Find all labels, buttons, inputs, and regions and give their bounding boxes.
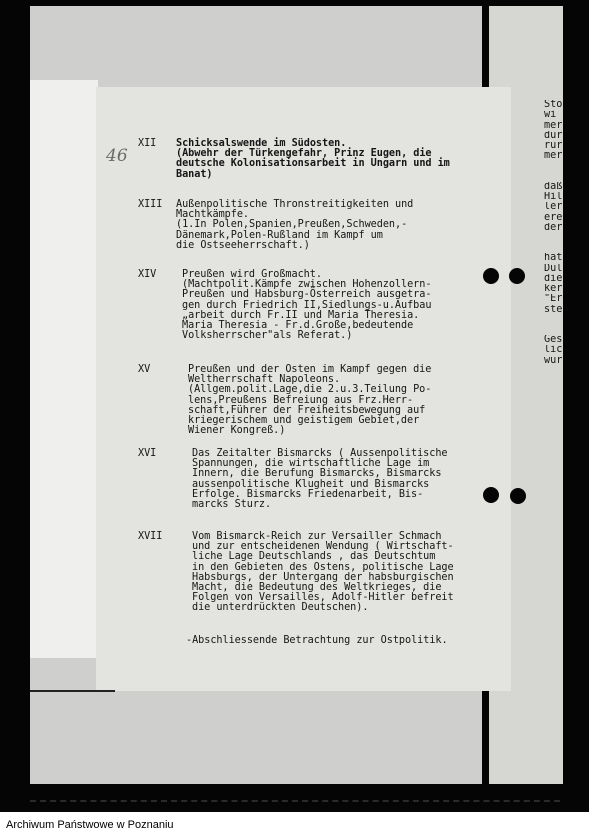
page-number: 46 <box>106 146 128 166</box>
section-numeral: XII <box>138 138 157 149</box>
section-line: marcks Sturz. <box>192 499 272 511</box>
section-line: Wiener Kongreß.) <box>188 425 286 437</box>
edge-line <box>544 162 584 182</box>
edge-line: mer <box>544 151 563 162</box>
section-line: Preußen wird Großmacht. <box>182 269 322 280</box>
edge-line: Hil <box>544 192 563 203</box>
paper-margin <box>30 80 98 658</box>
closing-text: -Abschliessende Betrachtung zur Ostpolitik. <box>186 635 448 646</box>
section-line: Volksherrscher"als Referat.) <box>182 330 353 342</box>
section-line: Das Zeitalter Bismarcks ( Aussenpolitische <box>192 448 448 459</box>
section-line: und zur entscheidenen Wendung ( Wirtschaft- <box>192 541 454 553</box>
section-line: Maria Theresia - Fr.d.Große,bedeutende <box>182 320 414 332</box>
section-line: (1.In Polen,Spanien,Preußen,Schweden,- <box>176 219 408 231</box>
section-line: (Abwehr der Türkengefahr, Prinz Eugen, die <box>176 148 432 160</box>
edge-line: "Er <box>544 294 563 305</box>
section-line: in den Gebieten des Ostens, politische Lage <box>192 561 454 573</box>
film-border <box>30 800 560 805</box>
section-line: aussenpolitische Klugheit und Bismarcks <box>192 478 430 490</box>
paper-crease <box>30 690 115 692</box>
section-line: Erfolge. Bismarcks Friedenarbeit, Bis- <box>192 488 424 500</box>
section-numeral: XIV <box>138 269 157 280</box>
edge-line: rur <box>544 141 563 152</box>
closing-line <box>186 636 448 646</box>
section-line: Macht, die Bedeutung des Weltkrieges, die <box>192 582 442 594</box>
edge-line: Dul <box>544 263 563 274</box>
edge-line: hat <box>544 253 563 264</box>
section-line: Spannungen, die wirtschaftliche Lage im <box>192 458 430 470</box>
edge-line: Ges <box>544 335 563 346</box>
section-line: die unterdrückten Deutschen). <box>192 602 369 614</box>
section-line: Außenpolitische Thronstreitigkeiten und <box>176 199 414 210</box>
edge-line: ler <box>544 202 563 213</box>
section-line: Banat) <box>176 168 213 180</box>
section-line: Dänemark,Polen-Rußland im Kampf um <box>176 229 383 241</box>
section-line: Weltherrschaft Napoleons. <box>188 374 341 386</box>
edge-line: wur <box>544 355 563 366</box>
archive-credit: Archiwum Państwowe w Poznaniu <box>6 819 174 831</box>
section-numeral: XVI <box>138 448 157 459</box>
section-line: „arbeit durch Fr.II und Maria Theresia. <box>182 309 420 321</box>
edge-line: die <box>544 273 563 284</box>
section-line: Machtkämpfe. <box>176 209 250 221</box>
section-line: die Ostseeherrschaft.) <box>176 239 310 251</box>
edge-line: ker <box>544 284 563 295</box>
adjacent-page-text <box>544 100 584 366</box>
edge-line: lic <box>544 345 563 356</box>
section-line: gen durch Friedrich II,Siedlungs-u.Aufbau <box>182 299 432 311</box>
section-numeral: XIII <box>138 199 163 210</box>
edge-line: mer <box>544 120 563 131</box>
section-line: Innern, die Berufung Bismarcks, Bismarcks <box>192 468 442 480</box>
section-numeral: XVII <box>138 531 163 542</box>
section-line: (Machtpolit.Kämpfe zwischen Hohenzollern- <box>182 279 432 291</box>
section-line: schaft,Führer der Freiheitsbewegung auf <box>188 404 426 416</box>
archive-footer <box>0 812 589 840</box>
section-line: Preußen und Habsburg-Österreich ausgetra- <box>182 289 432 301</box>
section-line: Schicksalswende im Südosten. <box>176 138 347 149</box>
edge-line <box>544 315 584 335</box>
section-line: Vom Bismarck-Reich zur Versailler Schmach <box>192 531 442 542</box>
section-line: deutsche Kolonisationsarbeit in Ungarn und im <box>176 158 450 170</box>
edge-line: daß <box>544 181 563 192</box>
section-line: (Allgem.polit.Lage,die 2.u.3.Teilung Po- <box>188 384 432 396</box>
edge-line: dur <box>544 130 563 141</box>
edge-line: wi <box>544 110 557 121</box>
section-line: Folgen von Versailles, Adolf-Hitler befreit <box>192 592 454 604</box>
edge-line: ere <box>544 212 563 223</box>
edge-line: der <box>544 222 563 233</box>
edge-line <box>544 233 584 253</box>
section-line: lens,Preußens Befreiung aus Frz.Herr- <box>188 394 414 406</box>
section-line: Habsburgs, der Untergang der habsburgischen <box>192 571 454 583</box>
section-line: kriegerischem und geistigem Gebiet,der <box>188 415 420 427</box>
edge-line: ste <box>544 304 563 315</box>
edge-line: Sto <box>544 100 563 110</box>
section-line: Preußen und der Osten im Kampf gegen die <box>188 364 432 375</box>
section-line: liche Lage Deutschlands , das Deutschtum <box>192 551 436 563</box>
section-numeral: XV <box>138 364 151 375</box>
